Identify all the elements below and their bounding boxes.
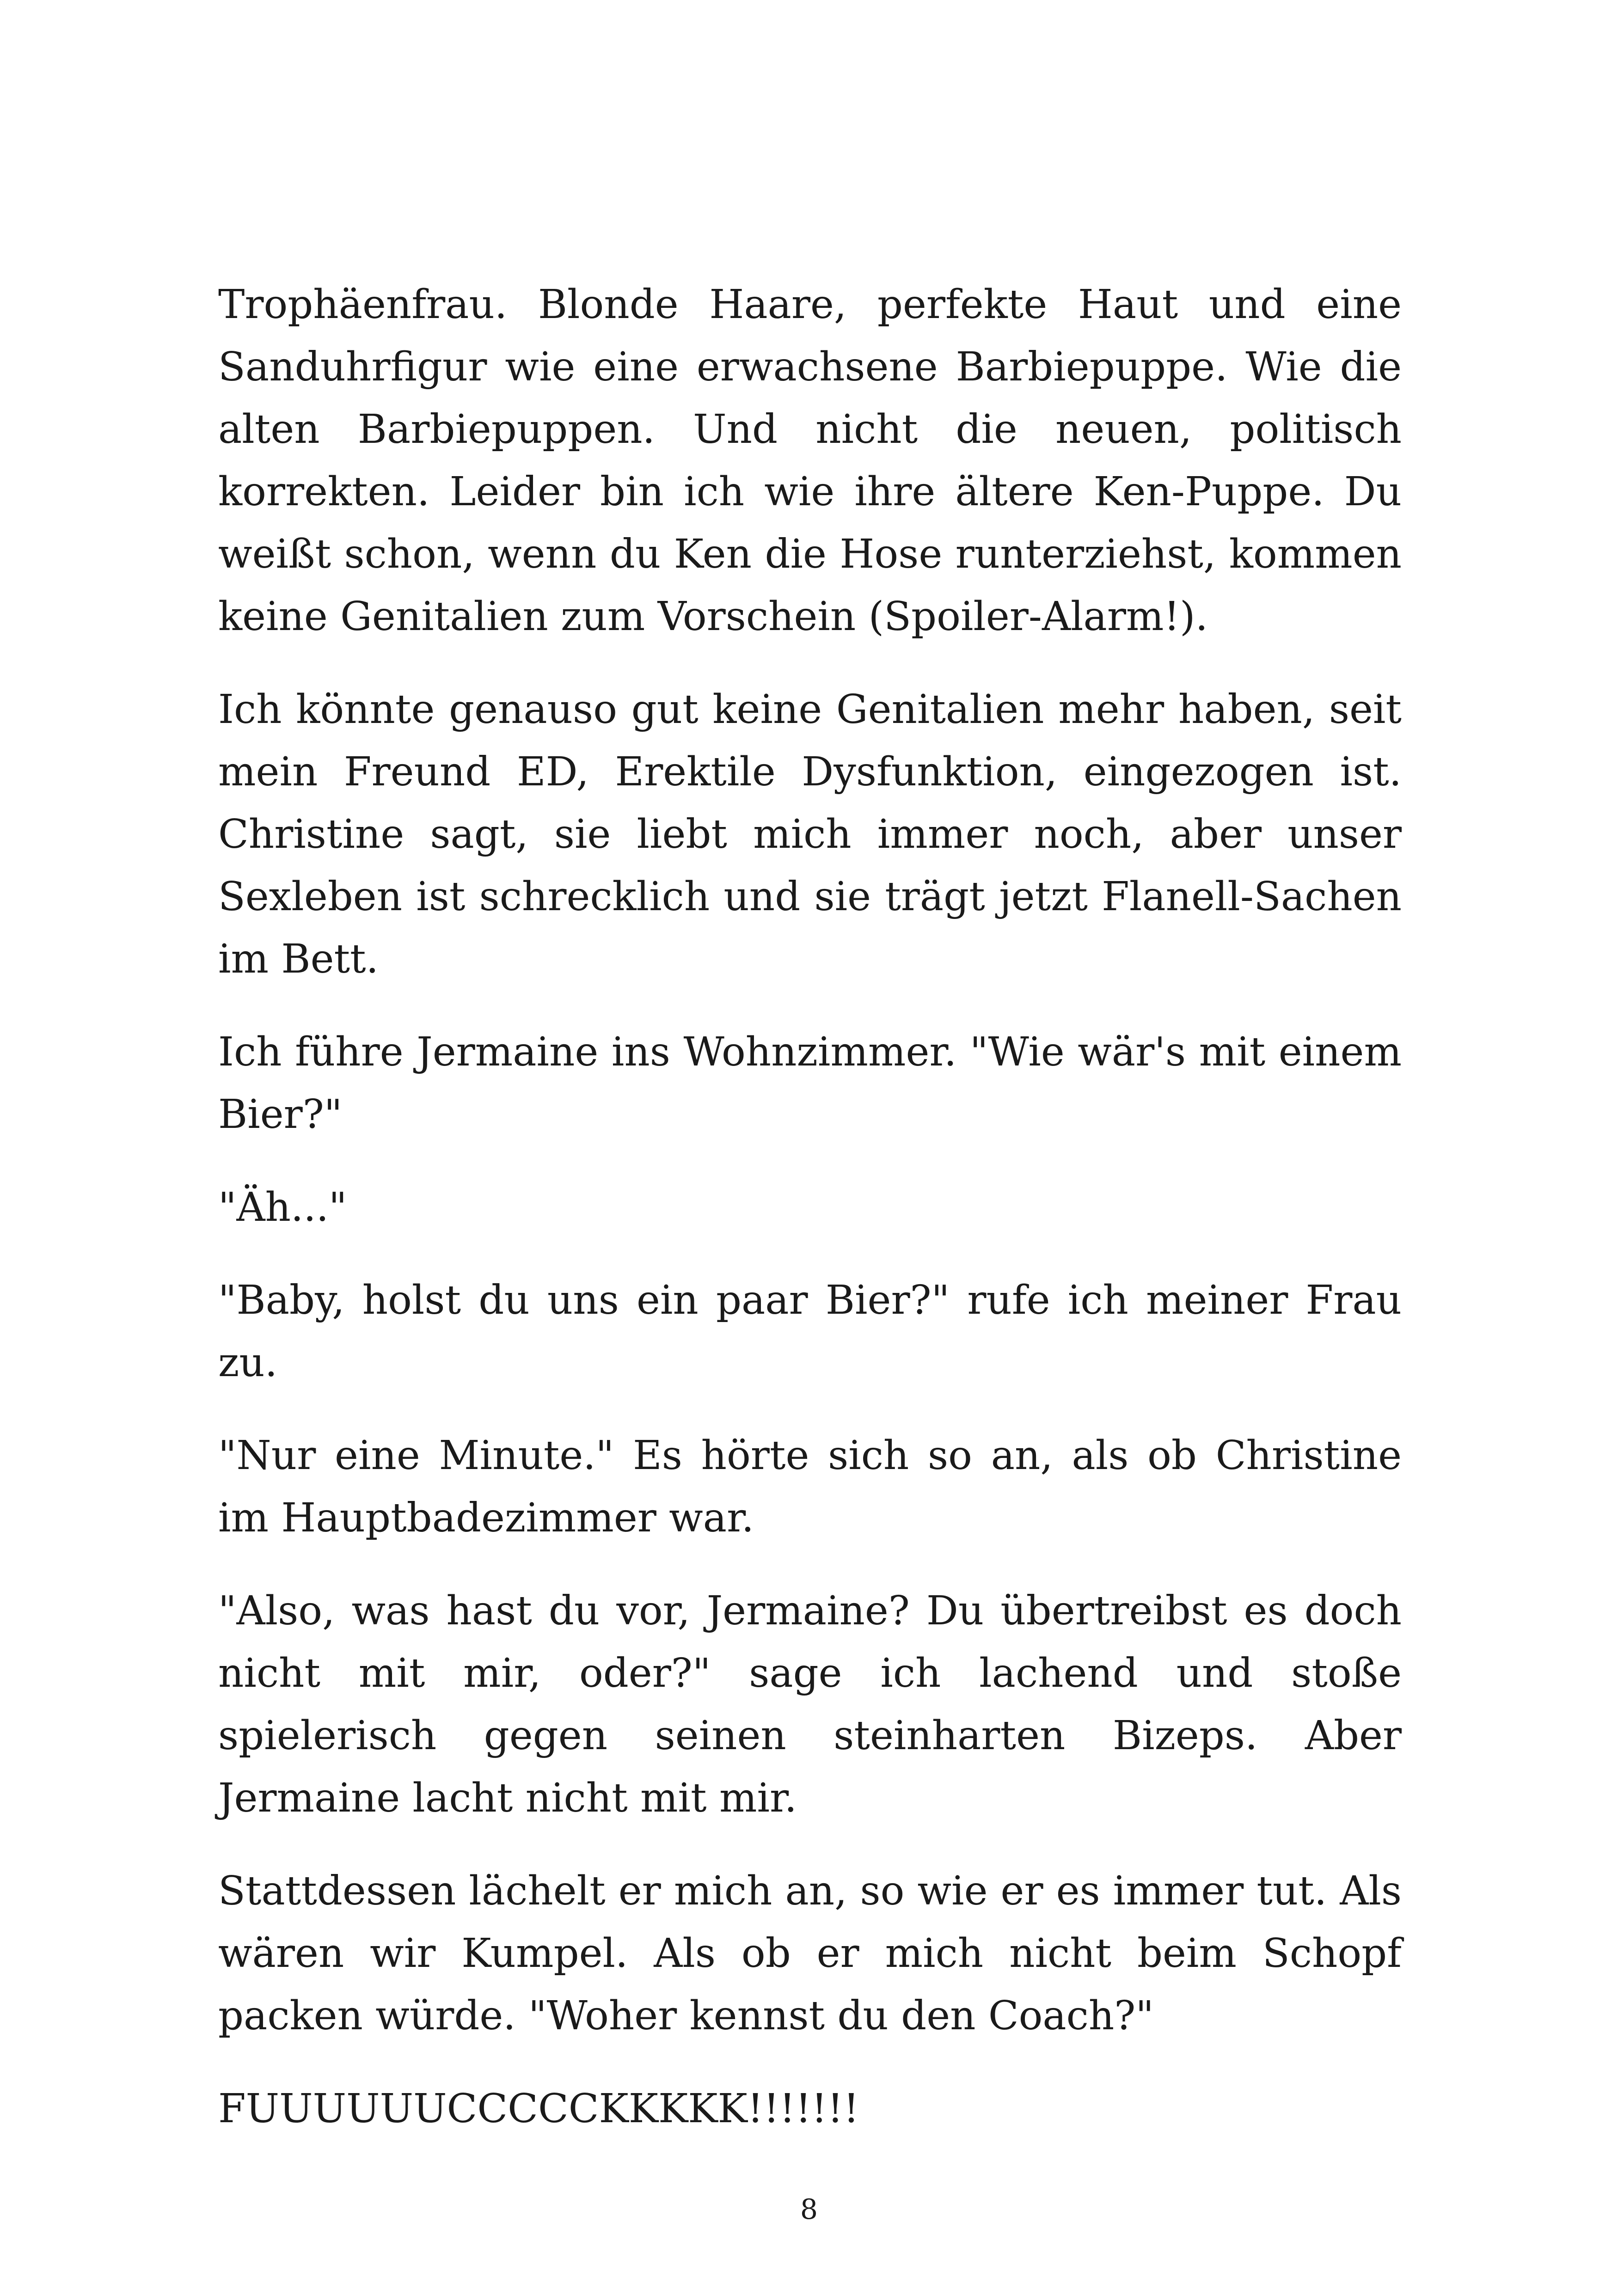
paragraph-8: Stattdessen lächelt er mich an, so wie er es immer tut. Als wären wir Kumpel. Als ob er mich nicht beim Schopf packen würde. "Woher kennst du den Coach?"	[218, 1868, 1402, 2039]
paragraph-6: "Nur eine Minute." Es hörte sich so an, als ob Christine im Hauptbadezimmer war.	[218, 1433, 1402, 1541]
page-number: 8	[800, 2193, 818, 2226]
paragraph-3: Ich führe Jermaine ins Wohnzimmer. "Wie wär's mit einem Bier?"	[218, 1029, 1402, 1138]
paragraph-7: "Also, was hast du vor, Jermaine? Du übertreibst es doch nicht mit mir, oder?" sage ich lachend und stoße spielerisch gegen seinen steinharten Bizeps. Aber Jermaine lacht nicht mit mir.	[218, 1588, 1402, 1821]
paragraph-5: "Baby, holst du uns ein paar Bier?" rufe ich meiner Frau zu.	[218, 1277, 1402, 1386]
paragraph-9: FUUUUUUCCCCCKKKKK!!!!!!!	[218, 2086, 859, 2132]
paragraph-4: "Äh..."	[218, 1184, 347, 1231]
body-text	[218, 274, 1402, 2171]
paragraph-2: Ich könnte genauso gut keine Genitalien mehr haben, seit mein Freund ED, Erektile Dysfunktion, eingezogen ist. Christine sagt, sie liebt mich immer noch, aber unser Sexleben ist schrecklich und sie trägt jetzt Flanell-Sachen im Bett.	[218, 686, 1402, 982]
paragraph-1: Trophäenfrau. Blonde Haare, perfekte Haut und eine Sanduhrfigur wie eine erwachsene Barbiepuppe. Wie die alten Barbiepuppen. Und nicht die neuen, politisch korrekten. Leider bin ich wie ihre ältere Ken-Puppe. Du weißt schon, wenn du Ken die Hose runterziehst, kommen keine Genitalien zum Vorschein (Spoiler-Alarm!).	[218, 282, 1402, 640]
